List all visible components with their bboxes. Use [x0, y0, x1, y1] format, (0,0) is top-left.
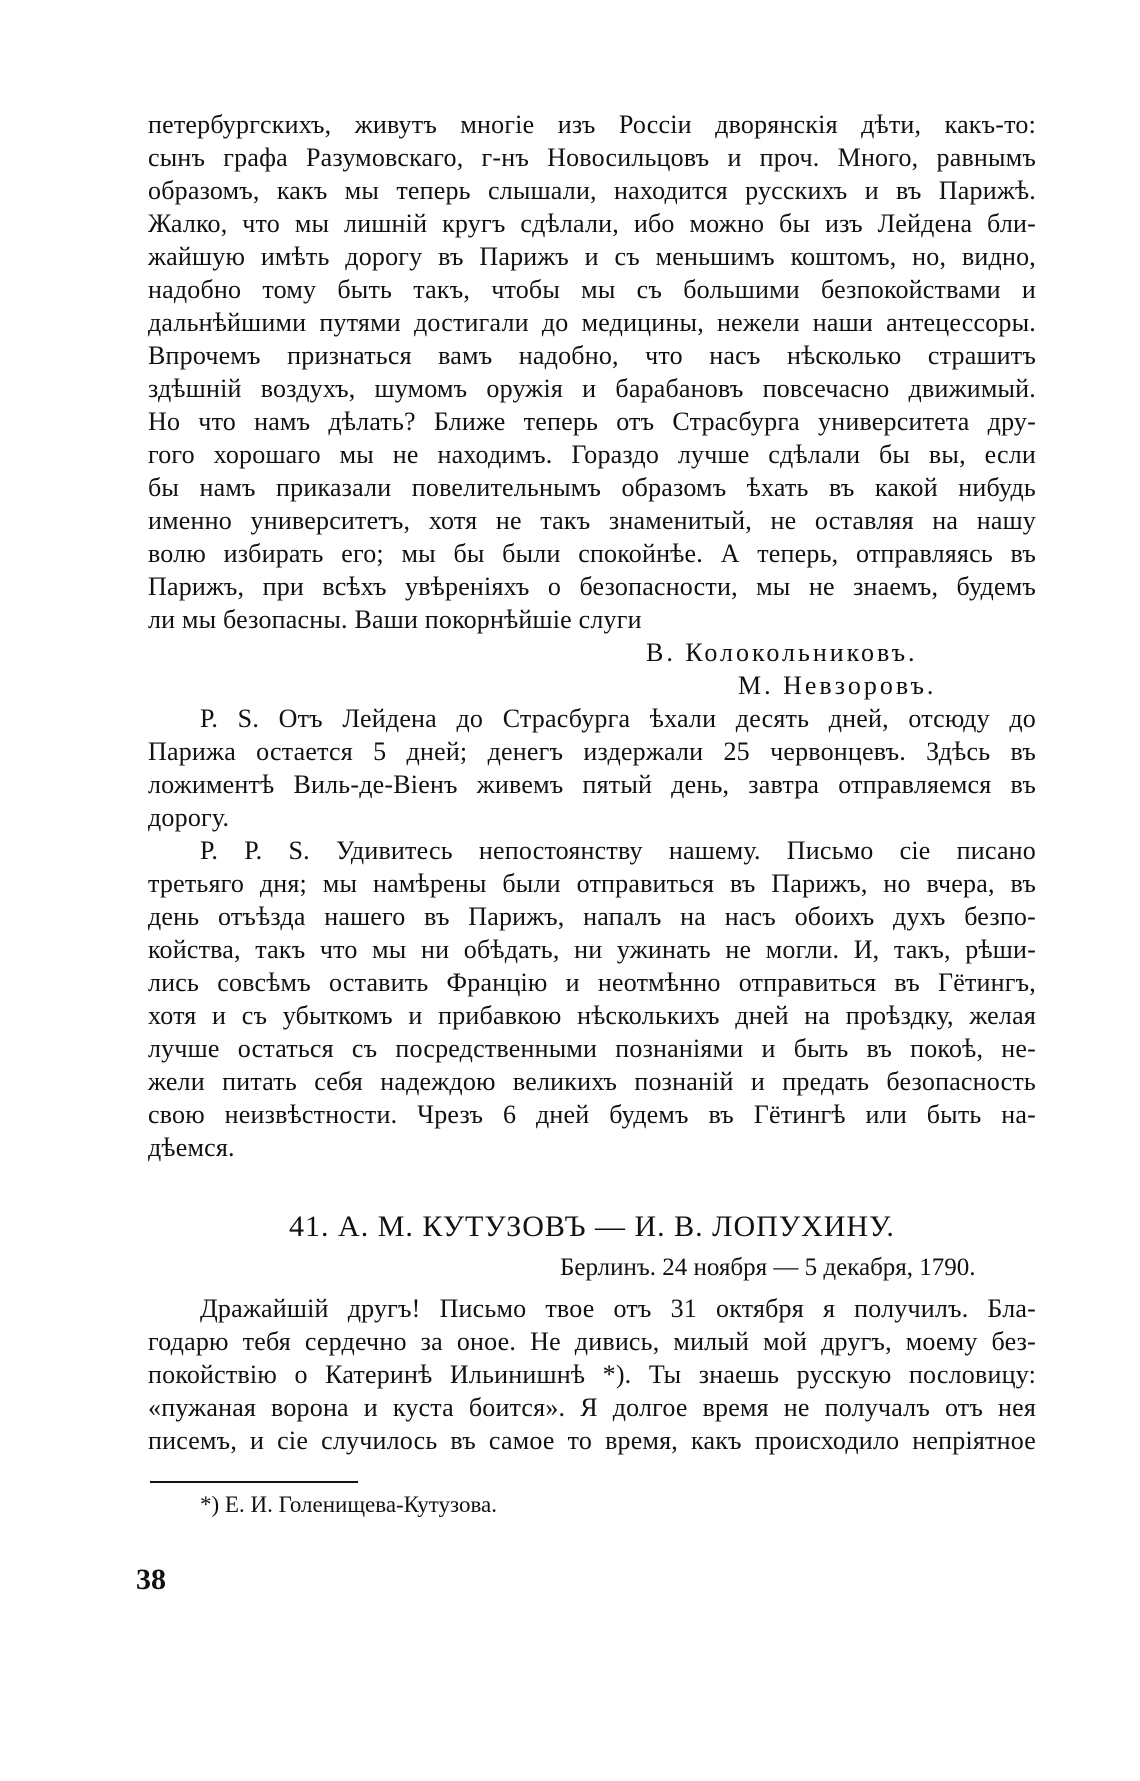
signature-nevzorov: М. Невзоровъ.: [738, 671, 937, 700]
text-line: Дражайшій другъ! Письмо твое отъ 31 октября я получилъ. Бла-: [200, 1294, 1036, 1323]
text-line: третьяго дня; мы намѣрены были отправиться въ Парижъ, но вчера, въ: [148, 869, 1036, 898]
text-line: лучше остаться съ посредственными познаніями и быть въ покоѣ, не-: [148, 1034, 1036, 1063]
text-line: образомъ, какъ мы теперь слышали, находится русскихъ и въ Парижѣ.: [148, 176, 1036, 205]
text-line: жели питать себя надеждою великихъ познаній и предать безопасность: [148, 1067, 1036, 1096]
text-line: день отъѣзда нашего въ Парижъ, напалъ на насъ обоихъ духъ безпо-: [148, 902, 1036, 931]
text-line: Впрочемъ признаться вамъ надобно, что насъ нѣсколько страшитъ: [148, 341, 1036, 370]
text-line: именно университетъ, хотя не такъ знаменитый, не оставляя на нашу: [148, 506, 1036, 535]
text-line: бы намъ приказали повелительнымъ образомъ ѣхать въ какой нибудь: [148, 473, 1036, 502]
text-line: свою неизвѣстности. Чрезъ 6 дней будемъ въ Гётингѣ или быть на-: [148, 1100, 1036, 1129]
text-line: гого хорошаго мы не находимъ. Гораздо лучше сдѣлали бы вы, если: [148, 440, 1036, 469]
text-line: дорогу.: [148, 803, 230, 832]
text-line: волю избирать его; мы бы были спокойнѣе. А теперь, отправляясь въ: [148, 539, 1036, 568]
text-line: «пужаная ворона и куста боится». Я долгое время не получалъ отъ нея: [148, 1393, 1036, 1422]
text-line: лись совсѣмъ оставить Францію и неотмѣнно отправиться въ Гётингъ,: [148, 968, 1036, 997]
text-line: писемъ, и сіе случилось въ самое то время, какъ происходило непріятное: [148, 1426, 1036, 1455]
text-line: хотя и съ убыткомъ и прибавкою нѣсколькихъ дней на проѣздку, желая: [148, 1001, 1036, 1030]
footnote-divider: [150, 1481, 358, 1483]
text-line: сынъ графа Разумовскаго, г-нъ Новосильцовъ и проч. Много, равнымъ: [148, 143, 1036, 172]
text-line: петербургскихъ, живутъ многіе изъ Россіи дворянскія дѣти, какъ-то:: [148, 110, 1036, 139]
letter-41-body: [148, 1292, 1036, 1457]
page-number: 38: [136, 1563, 166, 1596]
text-line: дѣемся.: [148, 1133, 235, 1162]
text-line: годарю тебя сердечно за оное. Не дивись, милый мой другъ, моему без-: [148, 1327, 1036, 1356]
text-line: койства, такъ что мы ни обѣдать, ни ужинать не могли. И, такъ, рѣши-: [148, 935, 1036, 964]
footnote: *) Е. И. Голенищева-Кутузова.: [200, 1492, 498, 1517]
text-line: Жалко, что мы лишній кругъ сдѣлали, ибо можно бы изъ Лейдена бли-: [148, 209, 1036, 238]
text-line: надобно тому быть такъ, чтобы мы съ большими безпокойствами и: [148, 275, 1036, 304]
text-line: покойствію о Катеринѣ Ильинишнѣ *). Ты знаешь русскую пословицу:: [148, 1360, 1036, 1389]
letter-40-continuation: [148, 108, 1036, 1164]
text-line: здѣшній воздухъ, шумомъ оружія и барабановъ повсечасно движимый.: [148, 374, 1036, 403]
text-line: Р. S. Отъ Лейдена до Страсбурга ѣхали десять дней, отсюду до: [200, 704, 1036, 733]
letter-heading: 41. А. М. КУТУЗОВЪ — И. В. ЛОПУХИНУ.: [289, 1210, 895, 1243]
letter-dateline: Берлинъ. 24 ноября — 5 декабря, 1790.: [560, 1254, 976, 1281]
text-line: Парижъ, при всѣхъ увѣреніяхъ о безопасности, мы не знаемъ, будемъ: [148, 572, 1036, 601]
text-line: Парижа остается 5 дней; денегъ издержали 25 червонцевъ. Здѣсь въ: [148, 737, 1036, 766]
text-line: дальнѣйшими путями достигали до медицины, нежели наши антецессоры.: [148, 308, 1036, 337]
text-line: Р. Р. S. Удивитесь непостоянству нашему. Письмо сіе писано: [200, 836, 1036, 865]
signature-kolokolnikov: В. Колокольниковъ.: [646, 638, 918, 667]
text-line: жайшую имѣть дорогу въ Парижъ и съ меньшимъ коштомъ, но, видно,: [148, 242, 1036, 271]
text-line: Но что намъ дѣлать? Ближе теперь отъ Страсбурга университета дру-: [148, 407, 1036, 436]
text-line: ложиментѣ Виль-де-Віенъ живемъ пятый день, завтра отправляемся въ: [148, 770, 1036, 799]
text-line: ли мы безопасны. Ваши покорнѣйшіе слуги: [148, 605, 642, 634]
